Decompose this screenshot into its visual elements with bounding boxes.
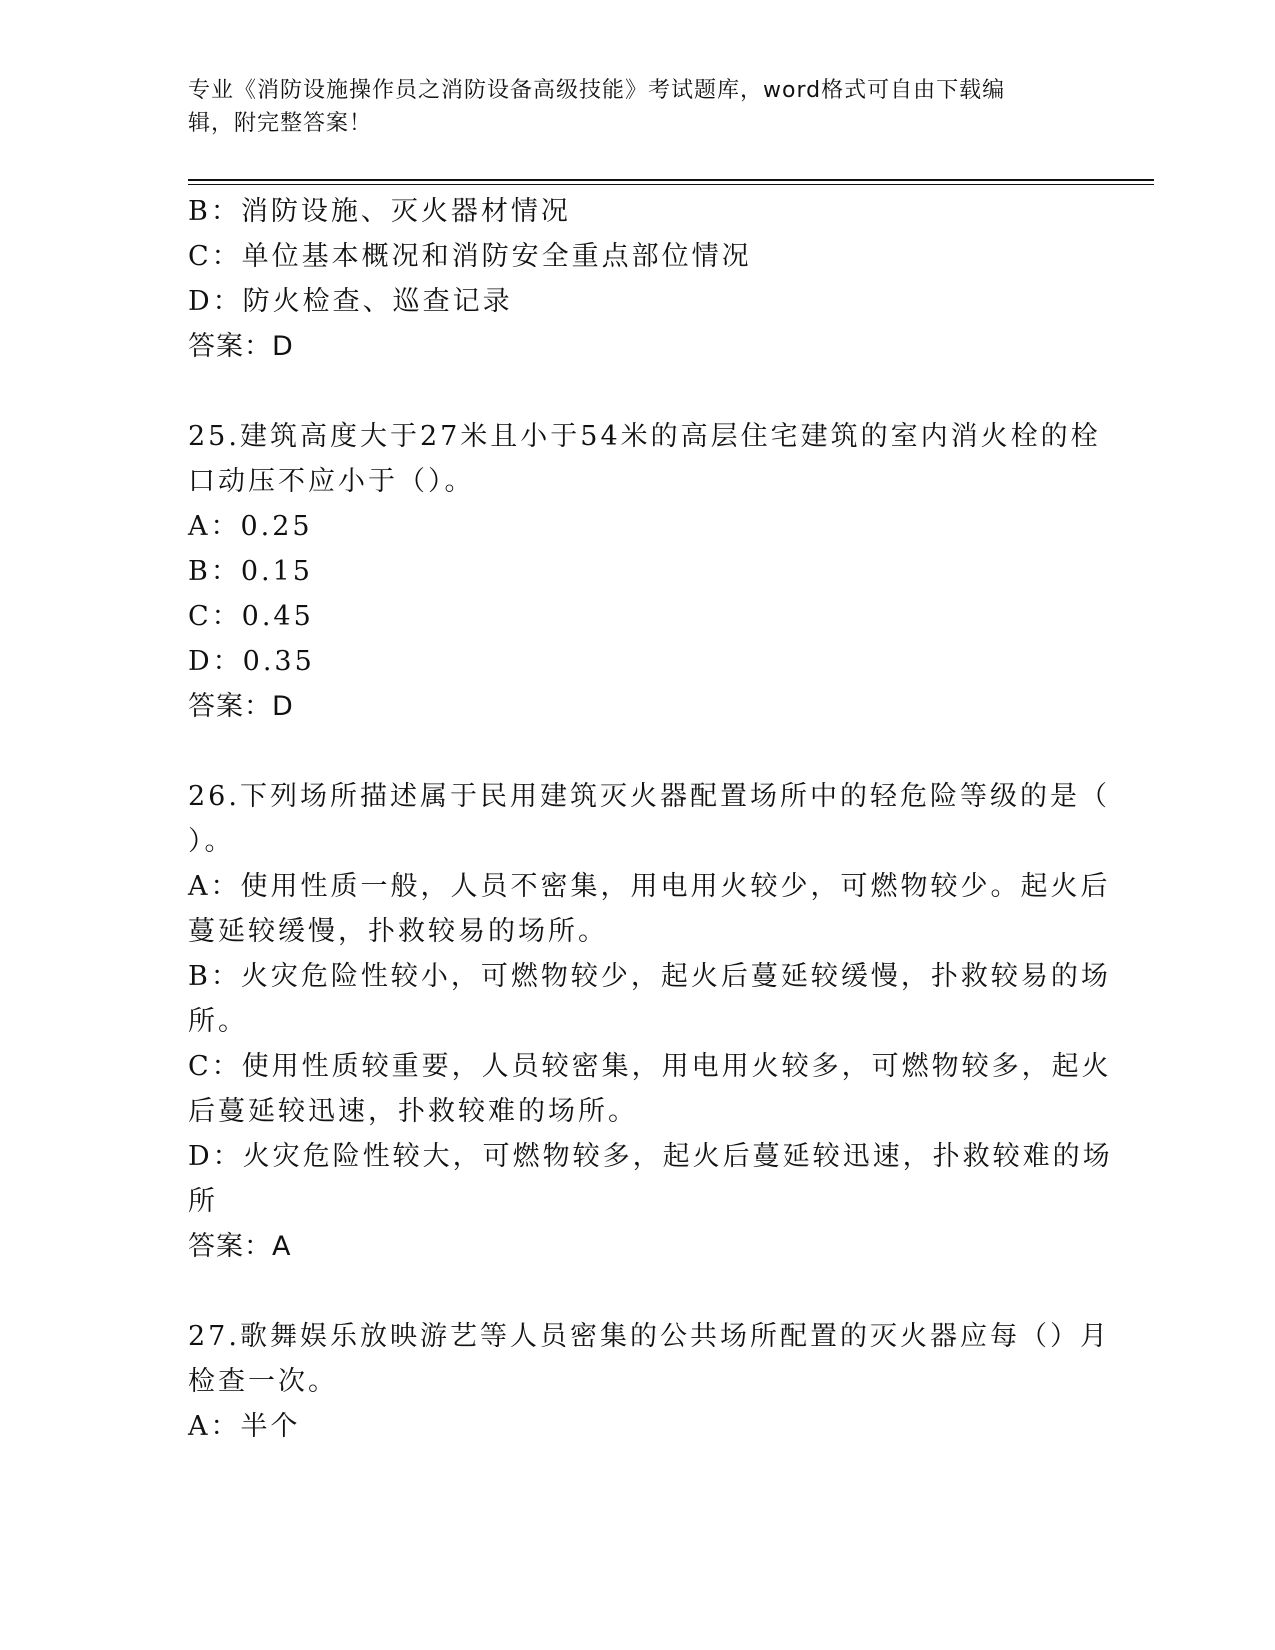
question-stem: 检查一次。 xyxy=(188,1366,338,1397)
question-26 xyxy=(188,774,1113,1269)
question-stem: 25.建筑高度大于27米且小于54米的高层住宅建筑的室内消火栓的栓 xyxy=(188,421,1101,452)
question-25 xyxy=(188,414,1101,729)
question-stem: 口动压不应小于（）。 xyxy=(188,466,475,497)
answer: 答案：A xyxy=(188,1231,292,1262)
option-d: D：0.35 xyxy=(188,646,315,677)
question-stem: 26.下列场所描述属于民用建筑灭火器配置场所中的轻危险等级的是（ xyxy=(188,781,1110,812)
page-header xyxy=(188,74,1068,140)
answer: 答案：D xyxy=(188,691,294,722)
option-b: B：0.15 xyxy=(188,556,313,587)
option-a: A：半个 xyxy=(188,1411,301,1442)
option-d: D：火灾危险性较大，可燃物较多，起火后蔓延较迅速，扑救较难的场 xyxy=(188,1141,1113,1172)
header-rule-thin xyxy=(188,184,1154,185)
question-24-continued xyxy=(188,189,1068,369)
question-stem: ）。 xyxy=(188,826,235,857)
question-list xyxy=(188,189,1113,1449)
option-b: B：火灾危险性较小，可燃物较少，起火后蔓延较缓慢，扑救较易的场 xyxy=(188,961,1111,992)
header-rule-thick xyxy=(188,179,1154,181)
option-b: B：消防设施、灭火器材情况 xyxy=(188,196,571,227)
option-a: A：0.25 xyxy=(188,511,313,542)
option-c-cont: 后蔓延较迅速，扑救较难的场所。 xyxy=(188,1096,638,1127)
option-d: D：防火检查、巡查记录 xyxy=(188,286,513,317)
option-a-cont: 蔓延较缓慢，扑救较易的场所。 xyxy=(188,916,608,947)
option-b-cont: 所。 xyxy=(188,1006,248,1037)
option-c: C：0.45 xyxy=(188,601,314,632)
header-line-2: 辑，附完整答案！ xyxy=(188,111,373,136)
option-d-cont: 所 xyxy=(188,1186,218,1217)
answer: 答案：D xyxy=(188,331,294,362)
header-line-1: 专业《消防设施操作员之消防设备高级技能》考试题库，word格式可自由下载编 xyxy=(188,78,1006,103)
option-c: C：使用性质较重要，人员较密集，用电用火较多，可燃物较多，起火 xyxy=(188,1051,1112,1082)
option-a: A：使用性质一般，人员不密集，用电用火较少，可燃物较少。起火后 xyxy=(188,871,1111,902)
option-c: C：单位基本概况和消防安全重点部位情况 xyxy=(188,241,752,272)
question-27 xyxy=(188,1314,1110,1449)
question-stem: 27.歌舞娱乐放映游艺等人员密集的公共场所配置的灭火器应每（）月 xyxy=(188,1321,1110,1352)
